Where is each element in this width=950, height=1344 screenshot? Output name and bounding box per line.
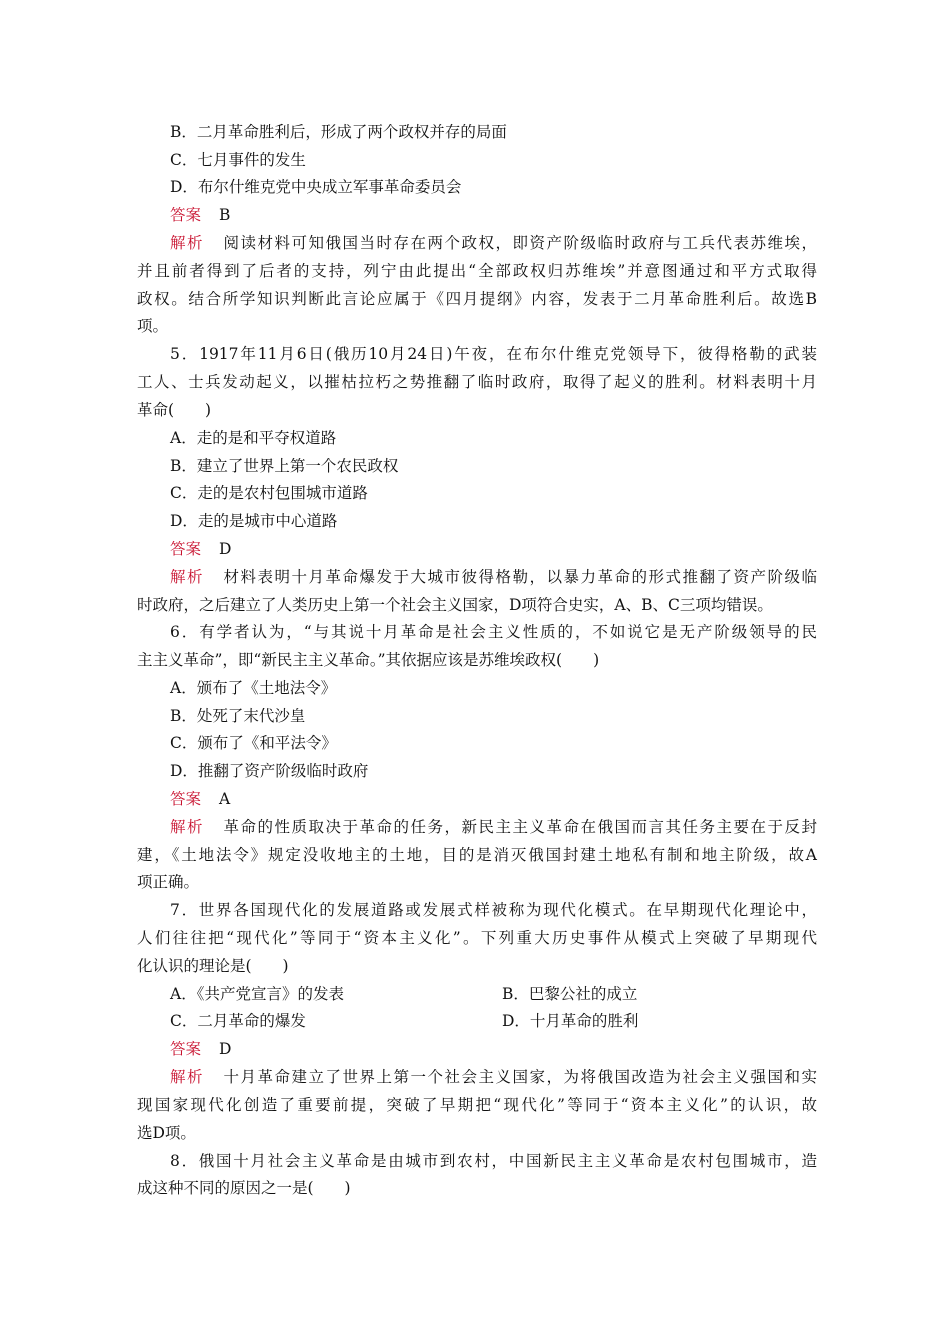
q6-analysis-line: 项正确。 <box>137 873 200 891</box>
analysis-label: 解析 <box>170 568 204 586</box>
q7-analysis-line: 现国家现代化创造了重要前提，突破了早期把“现代化”等同于“资本主义化”的认识，故 <box>137 1096 817 1114</box>
answer-value: A <box>219 790 231 808</box>
q7-option-c: C．二月革命的爆发 <box>170 1012 306 1030</box>
q8-stem-line: 成这种不同的原因之一是( ) <box>137 1179 351 1197</box>
q6-stem-line: 6．有学者认为，“与其说十月革命是社会主义性质的，不如说它是无产阶级领导的民 <box>170 623 817 641</box>
q4-analysis-line: 政权。结合所学知识判断此言论应属于《四月提纲》内容，发表于二月革命胜利后。故选B <box>137 290 817 308</box>
q7-stem-line: 人们往往把“现代化”等同于“资本主义化”。下列重大历史事件从模式上突破了早期现代 <box>137 929 817 947</box>
q5-option-b: B．建立了世界上第一个农民政权 <box>170 457 399 475</box>
analysis-label: 解析 <box>170 1068 204 1086</box>
q4-analysis-line: 项。 <box>137 317 169 335</box>
q5-option-c: C．走的是农村包围城市道路 <box>170 484 368 502</box>
q6-analysis-line <box>170 813 817 841</box>
q6-option-a: A．颁布了《土地法令》 <box>170 679 337 697</box>
q4-analysis-line: 并且前者得到了后者的支持，列宁由此提出“全部政权归苏维埃”并意图通过和平方式取得 <box>137 262 817 280</box>
analysis-text: 阅读材料可知俄国当时存在两个政权，即资产阶级临时政府与工兵代表苏维埃， <box>222 234 817 252</box>
answer-value: D <box>219 1040 232 1058</box>
q7-stem-line: 化认识的理论是( ) <box>137 957 289 975</box>
q8-stem-line: 8．俄国十月社会主义革命是由城市到农村，中国新民主主义革命是农村包围城市，造 <box>170 1152 817 1170</box>
q4-option-b: B．二月革命胜利后，形成了两个政权并存的局面 <box>170 123 507 141</box>
q7-option-b: B．巴黎公社的成立 <box>502 985 638 1003</box>
q6-option-b: B．处死了末代沙皇 <box>170 707 306 725</box>
answer-value: B <box>219 206 231 224</box>
q5-stem-line: 5．1917年11月6日(俄历10月24日)午夜，在布尔什维克党领导下，彼得格勒的武装 <box>170 345 817 363</box>
q7-option-d: D．十月革命的胜利 <box>502 1012 639 1030</box>
q6-analysis-line: 建，《土地法令》规定没收地主的土地，目的是消灭俄国封建土地私有制和地主阶级，故A <box>137 846 817 864</box>
q4-option-d: D．布尔什维克党中央成立军事革命委员会 <box>170 178 462 196</box>
q5-analysis-line <box>170 563 817 591</box>
analysis-label: 解析 <box>170 234 204 252</box>
answer-label: 答案 <box>170 790 202 808</box>
analysis-text: 材料表明十月革命爆发于大城市彼得格勒，以暴力革命的形式推翻了资产阶级临 <box>222 568 817 586</box>
q4-answer-line <box>170 201 850 229</box>
q5-stem-line: 革命( ) <box>137 401 212 419</box>
analysis-label: 解析 <box>170 818 204 836</box>
answer-label: 答案 <box>170 1040 202 1058</box>
q6-option-c: C．颁布了《和平法令》 <box>170 734 337 752</box>
q4-option-c: C．七月事件的发生 <box>170 151 306 169</box>
q6-answer-line <box>170 785 850 813</box>
q7-analysis-line: 选D项。 <box>137 1124 196 1142</box>
q7-answer-line <box>170 1035 850 1063</box>
answer-label: 答案 <box>170 540 202 558</box>
q7-stem-line: 7．世界各国现代化的发展道路或发展式样被称为现代化模式。在早期现代化理论中， <box>170 901 817 919</box>
q6-stem-line: 主主义革命”，即“新民主主义革命。”其依据应该是苏维埃政权( ) <box>137 651 600 669</box>
q7-options-row <box>170 1007 817 1035</box>
q4-analysis-line <box>170 229 817 257</box>
q5-analysis-line: 时政府，之后建立了人类历史上第一个社会主义国家，D项符合史实，A、B、C三项均错误。 <box>137 596 773 614</box>
answer-label: 答案 <box>170 206 202 224</box>
q5-stem-line: 工人、士兵发动起义，以摧枯拉朽之势推翻了临时政府，取得了起义的胜利。材料表明十月 <box>137 373 817 391</box>
q6-option-d: D．推翻了资产阶级临时政府 <box>170 762 369 780</box>
q5-option-d: D．走的是城市中心道路 <box>170 512 338 530</box>
q7-option-a: A．《共产党宣言》的发表 <box>170 985 344 1003</box>
analysis-text: 十月革命建立了世界上第一个社会主义国家，为将俄国改造为社会主义强国和实 <box>222 1068 817 1086</box>
analysis-text: 革命的性质取决于革命的任务，新民主主义革命在俄国而言其任务主要在于反封 <box>222 818 817 836</box>
q7-options-row <box>170 980 817 1008</box>
q5-option-a: A．走的是和平夺权道路 <box>170 429 337 447</box>
q7-analysis-line <box>170 1063 817 1091</box>
q5-answer-line <box>170 535 850 563</box>
answer-value: D <box>219 540 232 558</box>
